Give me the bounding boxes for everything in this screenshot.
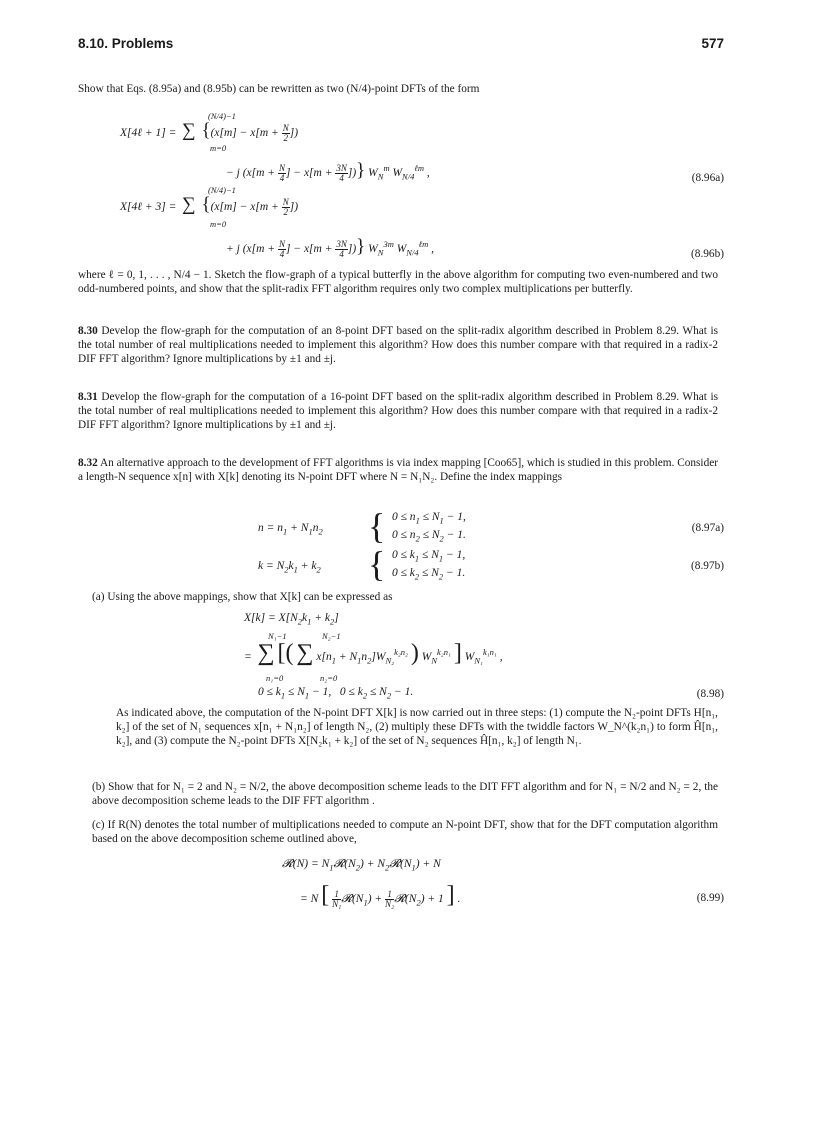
equation-label: (8.97a) [691, 522, 724, 534]
equation-896a-line2: − j (x[m + $\frac{N}{4}$ ] − x[m + $\frac{3N}{4}$ ])} $W_N^m$ $W_{N/4}^{\ell m}$ , [226, 160, 430, 183]
problem-number: 8.32 [78, 457, 98, 469]
problem-832 [78, 456, 718, 484]
brace: { [368, 544, 386, 584]
problem-829-intro: Show that Eqs. (8.95a) and (8.95b) can be rewritten as two (N/4)-point DFTs of the form [78, 83, 480, 95]
equation-label: (8.97b) [691, 560, 724, 572]
problem-830 [78, 324, 718, 367]
brace: { [368, 506, 386, 546]
equation-label: (8.96a) [691, 172, 724, 184]
sum-limit-upper: (N/4)−1 [208, 111, 236, 121]
equation-897b-conditions: $0 \le k_1 \le N_1 - 1$, $0 \le k_2 \le N_2 - 1$. [392, 549, 466, 582]
part-a: (a) Using the above mappings, show that X[k] can be expressed as [92, 591, 393, 603]
problem-831 [78, 390, 718, 433]
problem-text: Develop the flow-graph for the computation of a 16-point DFT based on the split-radix algorithm described in Problem 8.29. What is the total number of real multiplications needed to implement this algorithm? How does this number compare with that required in a radix-2 DIF FFT algorithm? Ignore multiplications by ±1 and ±j. [78, 391, 718, 432]
equation-898-line1: $X[k] = X[N_2k_1 + k_2]$ [244, 612, 339, 627]
problem-number: 8.31 [78, 391, 98, 403]
equation-898-line2: = ∑ [( ∑ $x[n_1 + N_1n_2]W_{N_2}^{k_2n_2}$ ) $W_N^{k_2n_1}$ ] $W_{N_1}^{k_1n_1}$ , [244, 640, 503, 666]
equation-897b: $k = N_2k_1 + k_2$ [258, 560, 321, 575]
equation-label: (8.99) [696, 892, 724, 904]
part-b: (b) Show that for N₁ = 2 and N₂ = N/2, the above decomposition scheme leads to the DIT FFT algorithm and for N₁ = N/2 and N₂ = 2, the above decomposition scheme leads to the DIF FFT algorithm . [92, 781, 718, 808]
sum-limit-upper: N₁−1 [268, 631, 287, 641]
problem-829-body: where ℓ = 0, 1, . . . , N/4 − 1. Sketch the flow-graph of a typical butterfly in the above algorithm for computing two even-numbered and two odd-numbered points, and show that the split-radix FFT algorithm requires only two complex multiplications per butterfly. [78, 269, 718, 296]
page-number: 577 [701, 36, 724, 51]
part-a-explanation: As indicated above, the computation of the N-point DFT X[k] is now carried out in three steps: (1) compute the N₂-point DFTs H[n₁, k₂] of the set of N₁ sequences x[n₁ + N₁n₂] of length N₂, (2) multiply these DFTs with the twiddle factors W_N^(k₂n₁) to form Ĥ[n₁, k₂], and (3) compute the N₂-point DFTs X[N₂k₁ + k₂] of the set of N₂ sequences Ĥ[n₁, k₂] of length N₁. [116, 707, 718, 748]
problem-text: An alternative approach to the development of FFT algorithms is via index mapping [Coo65], which is studied in this problem. Consider a length-N sequence x[n] with X[k] denoting its N-point DFT where N = N₁N₂. Define the index mappings [78, 457, 718, 484]
equation-896b-line1: X[4ℓ + 3] = ∑ {(x[m] − x[m + $\frac{N}{2}$ ]) [120, 194, 299, 217]
equation-896a-line1: X[4ℓ + 1] = ∑ {(x[m] − x[m + $\frac{N}{2}$ ]) [120, 120, 299, 143]
sum-limit-lower: n₁=0 [266, 673, 284, 683]
section-header: 8.10. Problems [78, 36, 174, 51]
equation-896b-line2: + j (x[m + $\frac{N}{4}$ ] − x[m + $\frac{3N}{4}$ ])} $W_N^{3m}$ $W_{N/4}^{\ell m}$ , [226, 236, 435, 259]
sum-limit-upper: (N/4)−1 [208, 185, 236, 195]
sum-limit-lower: n₂=0 [320, 673, 338, 683]
equation-label: (8.96b) [691, 248, 724, 260]
problem-number: 8.30 [78, 325, 98, 337]
equation-897a-conditions: $0 \le n_1 \le N_1 - 1$, $0 \le n_2 \le N_2 - 1$. [392, 511, 466, 544]
part-c: (c) If R(N) denotes the total number of multiplications needed to compute an N-point DFT, show that for the DFT computation algorithm based on the above decomposition scheme outlined above, [92, 819, 718, 846]
sum-limit-upper: N₂−1 [322, 631, 341, 641]
equation-898-line3: $0 \le k_1 \le N_1 - 1$, $0 \le k_2 \le N_2 - 1$. [258, 686, 414, 701]
problem-text: Develop the flow-graph for the computation of an 8-point DFT based on the split-radix algorithm described in Problem 8.29. What is the total number of real multiplications needed to implement this algorithm? How does this number compare with that required in a radix-2 DIF FFT algorithm? Ignore multiplications by ±1 and ±j. [78, 325, 718, 366]
equation-899-line2: = N [ $\frac{1}{\text{N₁}}$ $𝓡(N_1)$ + $\frac{1}{\text{N₂}}$ $𝓡(N_2) + 1$ ] . [300, 882, 461, 909]
sum-limit-lower: m=0 [210, 143, 227, 153]
equation-899-line1: 𝓡(N) = $N_1𝓡(N_2)$ + $N_2𝓡(N_1) + N$ [282, 858, 441, 873]
equation-label: (8.98) [696, 688, 724, 700]
sum-limit-lower: m=0 [210, 219, 227, 229]
equation-897a: $n = n_1 + N_1n_2$ [258, 522, 323, 537]
